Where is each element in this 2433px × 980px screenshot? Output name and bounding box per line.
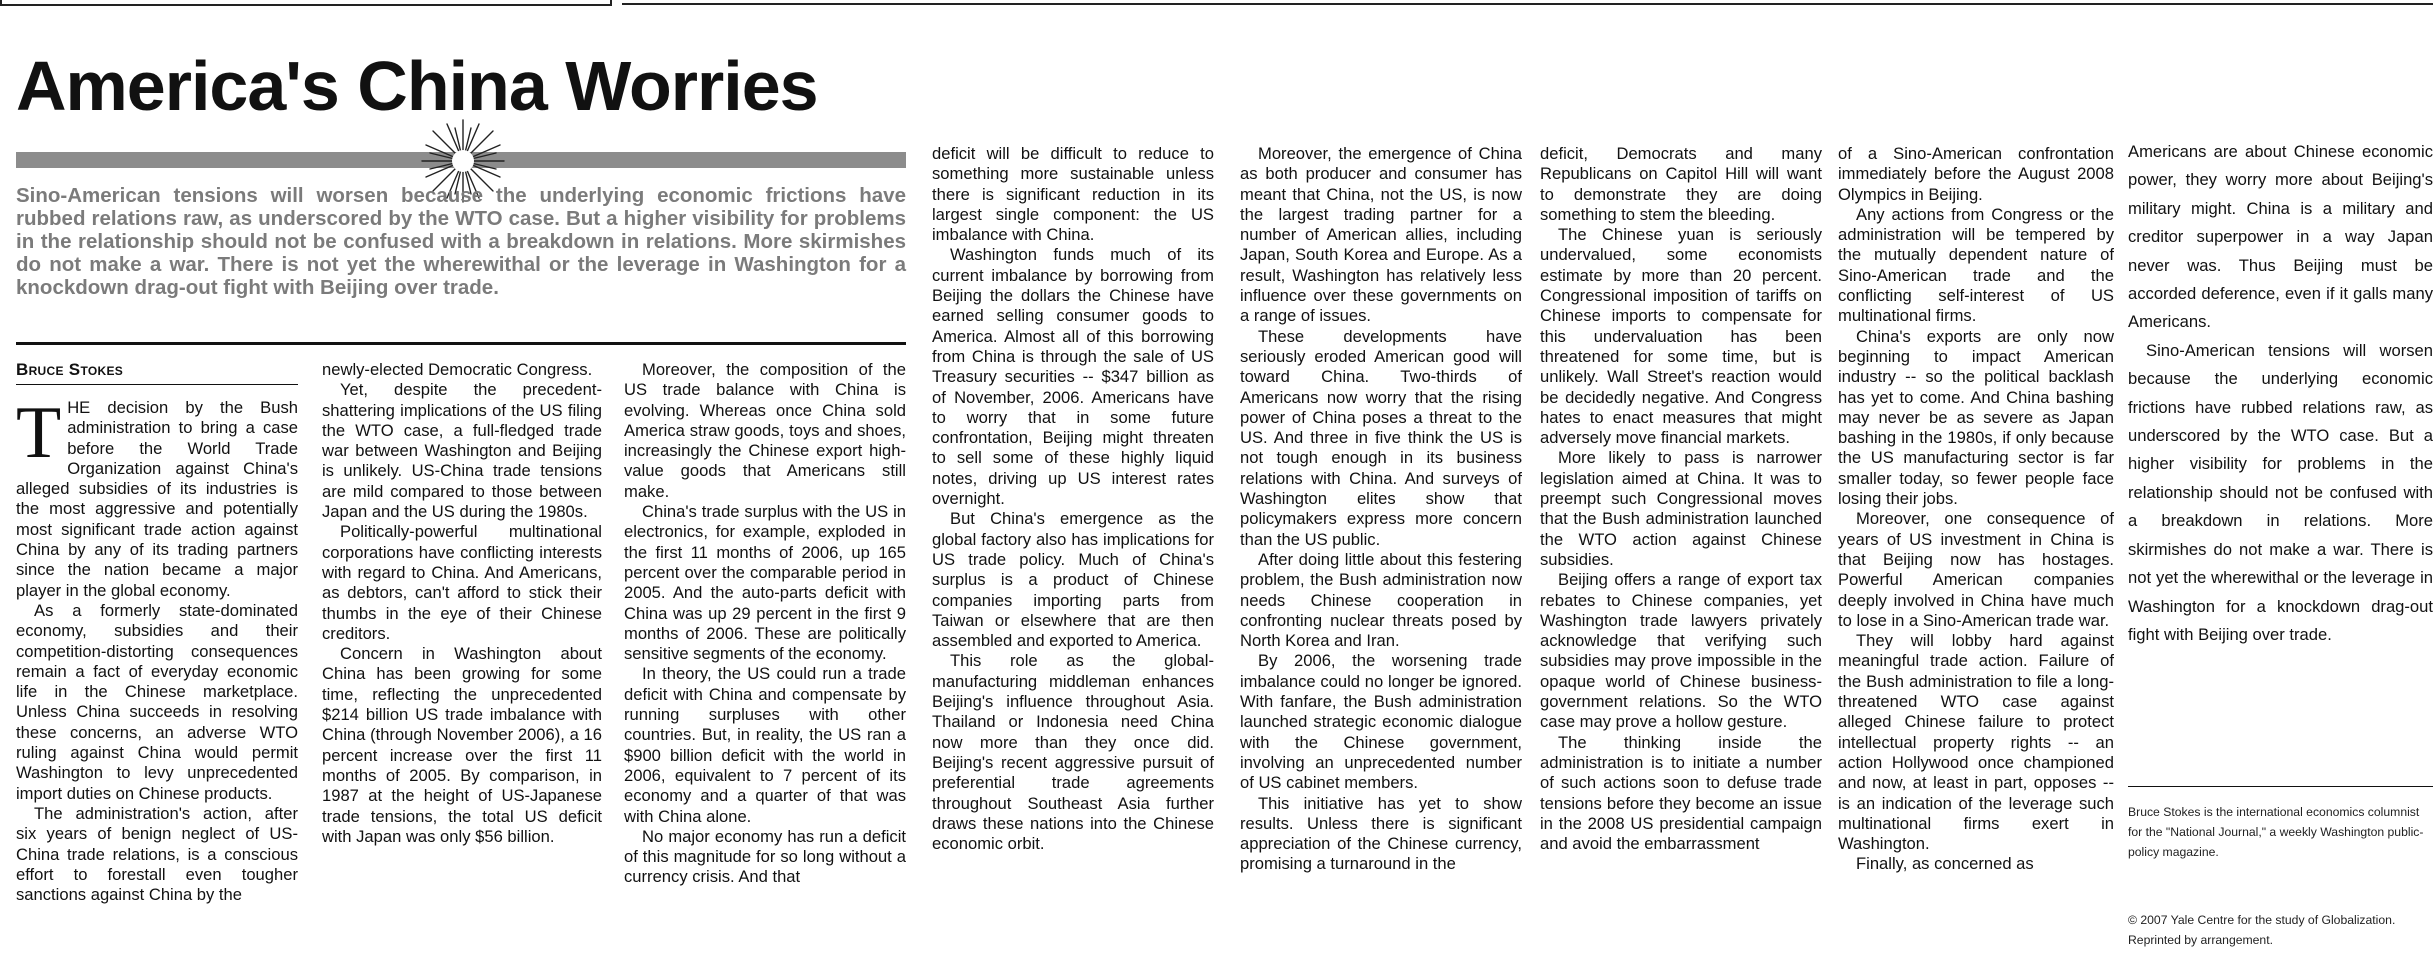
paragraph: The thinking inside the administration is to initiate a number of such actions soon to defuse trade tensions before they become an issue in the 2008 US presidential campaign and avoid the embarrassment [1540, 732, 1822, 854]
top-rule-left [0, 0, 612, 6]
paragraph: No major economy has run a deficit of this magnitude for so long without a currency crisis. And that [624, 826, 906, 887]
article-column-4 [932, 144, 1214, 978]
paragraph: The administration's action, after six years of benign neglect of US-China trade relations, is a conscious effort to forestall even tougher sanctions against China by the [16, 803, 298, 905]
paragraph: The Chinese yuan is seriously undervalued, some economists estimate by more than 20 percent. Congressional imposition of tariffs on Chinese imports to compensate for this undervaluation has been threatened for some time, but is unlikely. Wall Street's reaction would be decidedly negative. And Congress hates to enact measures that might adversely move financial markets. [1540, 225, 1822, 448]
article-column-7 [1838, 144, 2114, 978]
paragraph [16, 398, 298, 601]
paragraph: China's trade surplus with the US in electronics, for example, exploded in the first 11 months of 2006, up 165 percent over the comparable period in 2005. And the auto-parts deficit with China was up 29 percent in the first 9 months of 2006. These are politically sensitive segments of the economy. [624, 502, 906, 664]
paragraph: After doing little about this festering problem, the Bush administration now needs Chinese cooperation in confronting nuclear threats posed by North Korea and Iran. [1240, 549, 1522, 651]
sidebar-column [2128, 138, 2433, 649]
article-column-3 [624, 360, 906, 978]
paragraph: deficit will be difficult to reduce to something more sustainable unless there is significant reduction in its largest single component: the US imbalance with China. [932, 144, 1214, 245]
paragraph: Yet, despite the precedent-shattering implications of the US filing the WTO case, a full-fledged trade war between Washington and Beijing is unlikely. US-China trade tensions are mild compared to those between Japan and the US during the 1980s. [322, 380, 602, 522]
paragraph: China's exports are only now beginning to impact American industry -- so the political backlash has yet to come. And China bashing may never be as severe as Japan bashing in the 1980s, if only because the US manufacturing sector is far smaller today, so fewer people face losing their jobs. [1838, 326, 2114, 509]
article-column-1 [16, 398, 298, 978]
paragraph: This role as the global-manufacturing middleman enhances Beijing's influence throughout Asia. Thailand or Indonesia need China now more than they once did. Beijing's recent aggressive pursuit of preferential trade agreements throughout Southeast Asia further draws these nations into the Chinese economic orbit. [932, 651, 1214, 854]
paragraph: Americans are about Chinese economic power, they worry more about Beijing's military might. China is a military and creditor superpower in a way Japan never was. Thus Beijing must be accorded deference, even if it galls many Americans. [2128, 142, 2433, 332]
headline: America's China Worries [16, 47, 818, 125]
article-column-6 [1540, 144, 1822, 978]
article-column-5 [1240, 144, 1522, 978]
paragraph: By 2006, the worsening trade imbalance could no longer be ignored. With fanfare, the Bush administration launched strategic economic dialogue with the Chinese government, involving an unprecedented number of US cabinet members. [1240, 651, 1522, 793]
paragraph: of a Sino-American confrontation immediately before the August 2008 Olympics in Beijing. [1838, 144, 2114, 204]
paragraph: newly-elected Democratic Congress. [322, 360, 593, 379]
byline: Bruce Stokes [16, 360, 298, 385]
copyright-notice: © 2007 Yale Centre for the study of Globalization. Reprinted by arrangement. [2128, 913, 2396, 947]
paragraph: Washington funds much of its current imbalance by borrowing from Beijing the dollars the Chinese have earned selling consumer goods to America. Almost all of this borrowing from China is through the sale of US Treasury securities -- $347 billion as of November, 2006. Americans have to worry that in some future confrontation, Beijing might threaten to sell some of these highly liquid notes, driving up US interest rates overnight. [932, 245, 1214, 509]
paragraph: But China's emergence as the global factory also has implications for US trade policy. Much of China's surplus is a product of Chinese companies importing parts from Taiwan or elsewhere that are then assembled and exported to America. [932, 509, 1214, 651]
paragraph: Politically-powerful multinational corporations have conflicting interests with regard to China. And Americans, as debtors, can't afford to stick their thumbs in the eye of their Chinese creditors. [322, 522, 602, 643]
deck-rule [16, 342, 906, 345]
author-bio: Bruce Stokes is the international economics columnist for the "National Journal," a weekly Washington public-policy magazine. [2128, 805, 2424, 859]
paragraph: This initiative has yet to show results. Unless there is significant appreciation of the Chinese currency, promising a turnaround in the [1240, 793, 1522, 874]
paragraph: As a formerly state-dominated economy, subsidies and their competition-distorting consequences remain a fact of everyday economic life in the Chinese marketplace. Unless China succeeds in resolving these concerns, an adverse WTO ruling against China would permit Washington to levy unprecedented import duties on Chinese products. [16, 600, 298, 803]
paragraph: These developments have seriously eroded American good will toward China. Two-thirds of Americans now worry that the rising power of China poses a threat to the US. And three in five think the US is not tough enough in its business relations with China. And surveys of Washington elites show that policymakers express more concern than the US public. [1240, 326, 1522, 549]
paragraph: Sino-American tensions will worsen because the underlying economic frictions have rubbed relations raw, as underscored by the WTO case. But a higher visibility for problems in the relationship should not be confused with a breakdown in relations. More skirmishes do not make a war. There is not yet the wherewithal or the leverage in Washington for a knockdown drag-out fight with Beijing over trade. [2128, 340, 2433, 644]
paragraph: Any actions from Congress or the administration will be tempered by the mutually dependent nature of Sino-American trade and the conflicting self-interest of US multinational firms. [1838, 204, 2114, 326]
drop-cap: T [16, 398, 62, 474]
paragraph: In theory, the US could run a trade deficit with China and compensate by running surpluses with other countries. But, in reality, the US ran a $900 billion deficit with the world in 2006, equivalent to 7 percent of its economy and a quarter of that was with China alone. [624, 664, 906, 826]
article-column-2 [322, 360, 602, 978]
sidebar-rule [2128, 786, 2433, 787]
paragraph: They will lobby hard against meaningful trade action. Failure of the Bush administration to file a long-threatened WTO case against alleged Chinese failure to protect intellectual property rights -- an action Hollywood once championed and now, at least in part, opposes -- is an indication of the leverage such multinational firms exert in Washington. [1838, 631, 2114, 854]
top-rule-right [622, 3, 2433, 5]
paragraph: deficit, Democrats and many Republicans on Capitol Hill will want to demonstrate they are doing something to stem the bleeding. [1540, 144, 1822, 224]
paragraph: More likely to pass is narrower legislation aimed at China. It was to preempt such Congressional moves that the Bush administration launched the WTO action against Chinese subsidies. [1540, 448, 1822, 569]
paragraph: Moreover, the composition of the US trade balance with China is evolving. Whereas once China sold America straw goods, toys and shoes, increasingly the Chinese export high-value goods that Americans still make. [624, 360, 906, 501]
deck-summary: Sino-American tensions will worsen because the underlying economic frictions have rubbed relations raw, as underscored by the WTO case. But a higher visibility for problems in the relationship should not be confused with a breakdown in relations. More skirmishes do not make a war. There is not yet the wherewithal or the leverage in Washington for a knockdown drag-out fight with Beijing over trade. [16, 184, 906, 299]
paragraph: Concern in Washington about China has been growing for some time, reflecting the unprecedented $214 billion US trade imbalance with China (through November 2006), a 16 percent increase over the first 11 months of 2005. By comparison, in 1987 at the height of US-Japanese trade tensions, the total US deficit with Japan was only $56 billion. [322, 644, 602, 846]
paragraph: Finally, as concerned as [1856, 854, 2034, 874]
paragraph: Moreover, one consequence of years of US investment in China is that Beijing now has hostages. Powerful American companies deeply involved in China have much to lose in a Sino-American trade war. [1838, 509, 2114, 630]
paragraph: Beijing offers a range of export tax rebates to Chinese companies, yet Washington trade lawyers privately acknowledge that verifying such subsidies may prove impossible in the opaque world of Chinese business-government relations. So the WTO case may prove a hollow gesture. [1540, 570, 1822, 732]
paragraph: Moreover, the emergence of China as both producer and consumer has meant that China, not the US, is now the largest trading partner for a number of American allies, including Japan, South Korea and Europe. As a result, Washington has relatively less influence over these governments on a range of issues. [1240, 144, 1522, 326]
paragraph-text: HE decision by the Bush administration to bring a case before the World Trade Organization against China's alleged subsidies of its industries is the most aggressive and potentially most significant trade action against China by any of its trading partners since the nation became a major player in the global economy. [16, 398, 298, 600]
